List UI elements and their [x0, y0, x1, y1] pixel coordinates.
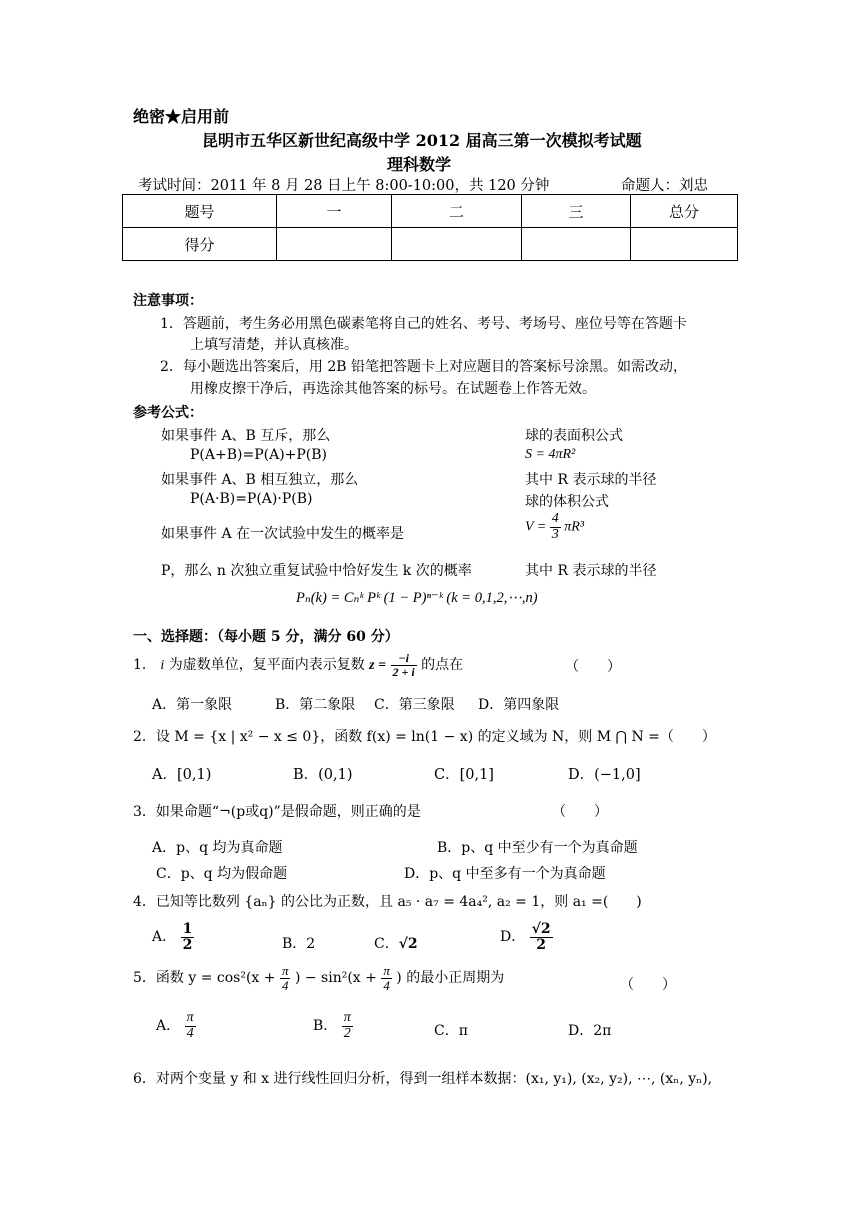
notes-title: 注意事项： — [133, 293, 203, 309]
volume-lhs: V = — [525, 519, 547, 535]
exam-time: 考试时间：2011 年 8 月 28 日上午 8:00-10:00，共 120 分钟 — [138, 178, 550, 194]
formula-right-1: 球的表面积公式 — [525, 428, 623, 444]
option-fraction — [342, 1011, 353, 1041]
q3-option-c: C．p、q 均为假命题 — [156, 866, 288, 882]
q3-option-b: B．p、q 中至少有一个为真命题 — [437, 840, 638, 856]
q4-option-c — [374, 933, 418, 953]
formula-left-5: 如果事件 A 在一次试验中发生的概率是 — [161, 526, 405, 542]
question-text: 为虚数单位，复平面内表示复数 — [164, 657, 370, 674]
table-cell: 总分 — [631, 195, 738, 228]
score-table-header-row — [123, 195, 738, 228]
option-fraction — [181, 922, 195, 952]
fraction-numerator: √2 — [531, 921, 551, 937]
formula-right-4: 球的体积公式 — [525, 494, 609, 510]
option-label: A． — [152, 929, 177, 946]
q3-option-d: D．p、q 中至多有一个为真命题 — [404, 866, 606, 882]
formula-right-3: 其中 R 表示球的半径 — [525, 472, 657, 488]
score-table — [122, 194, 738, 261]
question-number: 1． — [133, 657, 161, 674]
fraction-denominator: 2 — [536, 936, 547, 953]
table-cell — [392, 228, 522, 261]
option-label: A． — [156, 1018, 181, 1035]
answer-paren: （ ） — [620, 977, 676, 993]
answer-paren: （ ） — [552, 804, 608, 820]
q2-option-b: B．(0,1) — [293, 767, 353, 783]
fraction-denominator: 4 — [383, 977, 390, 993]
q2-option-a: A．[0,1) — [152, 767, 212, 783]
q1-option-d: D．第四象限 — [478, 697, 560, 713]
q1-fraction — [391, 652, 417, 678]
fraction-numerator: π — [343, 1010, 351, 1025]
q1-option-a: A．第一象限 — [152, 697, 233, 713]
question-text-end: 的点在 — [416, 657, 464, 674]
q5-option-c: C．π — [434, 1023, 468, 1039]
pi-over-4 — [280, 964, 291, 992]
table-cell: 得分 — [123, 228, 277, 261]
option-label: D． — [500, 929, 526, 946]
fraction-denominator: 4 — [281, 977, 289, 993]
q4-option-a — [152, 922, 194, 952]
option-value: √2 — [398, 936, 418, 952]
question-text: 5．函数 y = cos²(x + — [133, 970, 276, 987]
q5-option-b — [313, 1011, 353, 1041]
note-1-line-1: 1．答题前，考生务必用黑色碳素笔将自己的姓名、考号、考场号、座位号等在答题卡 — [160, 316, 687, 332]
fraction-denominator: 2 + i — [392, 664, 415, 679]
formula-sphere-volume — [525, 512, 584, 542]
fraction-denominator: 4 — [186, 1025, 194, 1041]
fraction-denominator: 2 — [343, 1025, 351, 1041]
q5-option-d: D．2π — [568, 1023, 612, 1039]
fraction-numerator: 4 — [551, 511, 559, 526]
fraction-denominator: 3 — [551, 526, 559, 542]
table-cell: 一 — [277, 195, 392, 228]
q1-option-c: C．第三象限 — [374, 697, 455, 713]
fraction-numerator: −i — [391, 652, 417, 666]
option-fraction — [530, 922, 553, 952]
table-cell: 题号 — [123, 195, 277, 228]
q1-option-b: B．第二象限 — [275, 697, 356, 713]
option-label: C． — [374, 936, 399, 952]
formula-sphere-area: S = 4πR² — [525, 447, 576, 462]
question-text-mid: ) − sin²(x + — [294, 970, 377, 987]
question-5 — [133, 964, 504, 992]
formula-left-1: 如果事件 A、B 互斥，那么 — [161, 428, 331, 444]
fraction-numerator: π — [281, 963, 289, 978]
pi-over-4 — [381, 964, 392, 992]
fraction-denominator: 2 — [182, 936, 193, 953]
table-cell — [522, 228, 631, 261]
answer-paren: （ ） — [565, 659, 621, 675]
question-text-end: ) 的最小正周期为 — [396, 970, 505, 987]
fraction-numerator: π — [186, 1010, 194, 1025]
table-cell: 二 — [392, 195, 522, 228]
volume-rhs: πR³ — [564, 519, 585, 535]
school-title: 昆明市五华区新世纪高级中学 2012 届高三第一次模拟考试题 — [202, 131, 642, 150]
fraction-numerator: 1 — [182, 921, 193, 937]
formula-right-6: 其中 R 表示球的半径 — [525, 563, 657, 579]
q2-option-c: C．[0,1] — [434, 767, 494, 783]
subject-title: 理科数学 — [387, 155, 452, 174]
question-2: 2．设 M = {x | x² − x ≤ 0}，函数 f(x) = ln(1 − x) 的定义域为 N，则 M ⋂ N =（ ） — [133, 729, 716, 745]
q4-option-b: B．2 — [282, 936, 316, 952]
note-1-line-2: 上填写清楚，并认真核准。 — [190, 337, 358, 353]
question-3: 3．如果命题“¬(p或q)”是假命题，则正确的是 — [133, 804, 421, 820]
secret-label: 绝密★启用前 — [133, 107, 230, 126]
question-1 — [133, 652, 463, 678]
note-2-line-2: 用橡皮擦干净后，再选涂其他答案的标号。在试题卷上作答无效。 — [190, 381, 596, 397]
table-cell: 三 — [522, 195, 631, 228]
option-label: B． — [313, 1018, 338, 1035]
formula-left-2: P(A+B)=P(A)+P(B) — [190, 447, 328, 463]
table-cell — [277, 228, 392, 261]
fraction-numerator: π — [383, 963, 390, 978]
binomial-formula: Pₙ(k) = Cₙᵏ Pᵏ (1 − P)ⁿ⁻ᵏ (k = 0,1,2,⋯,n) — [296, 590, 538, 606]
exam-author: 命题人：刘忠 — [621, 178, 708, 194]
question-6: 6．对两个变量 y 和 x 进行线性回归分析，得到一组样本数据：(x₁, y₁), (x₂, y₂), ⋯, (xₙ, yₙ), — [133, 1071, 713, 1087]
table-cell — [631, 228, 738, 261]
math-i: i — [160, 658, 165, 674]
formula-left-4: P(A·B)=P(A)·P(B) — [190, 491, 313, 507]
score-table-score-row — [123, 228, 738, 261]
question-4: 4．已知等比数列 {aₙ} 的公比为正数，且 a₅ · a₇ = 4a₄², a₂ = 1，则 a₁ =( ) — [133, 894, 642, 910]
volume-fraction — [550, 512, 561, 542]
note-2-line-1: 2．每小题选出答案后，用 2B 铅笔把答题卡上对应题目的答案标号涂黑。如需改动， — [160, 359, 688, 375]
formula-left-3: 如果事件 A、B 相互独立，那么 — [161, 472, 359, 488]
q5-option-a — [156, 1011, 196, 1041]
section-1-title: 一、选择题：（每小题 5 分，满分 60 分） — [133, 629, 399, 645]
q4-option-d — [500, 922, 553, 952]
q3-option-a: A．p、q 均为真命题 — [152, 840, 283, 856]
option-fraction — [185, 1011, 196, 1041]
math-z: z = — [369, 658, 387, 674]
formula-left-6: P，那么 n 次独立重复试验中恰好发生 k 次的概率 — [161, 563, 472, 579]
q2-option-d: D．(−1,0] — [568, 767, 641, 783]
formulas-title: 参考公式： — [133, 405, 203, 421]
